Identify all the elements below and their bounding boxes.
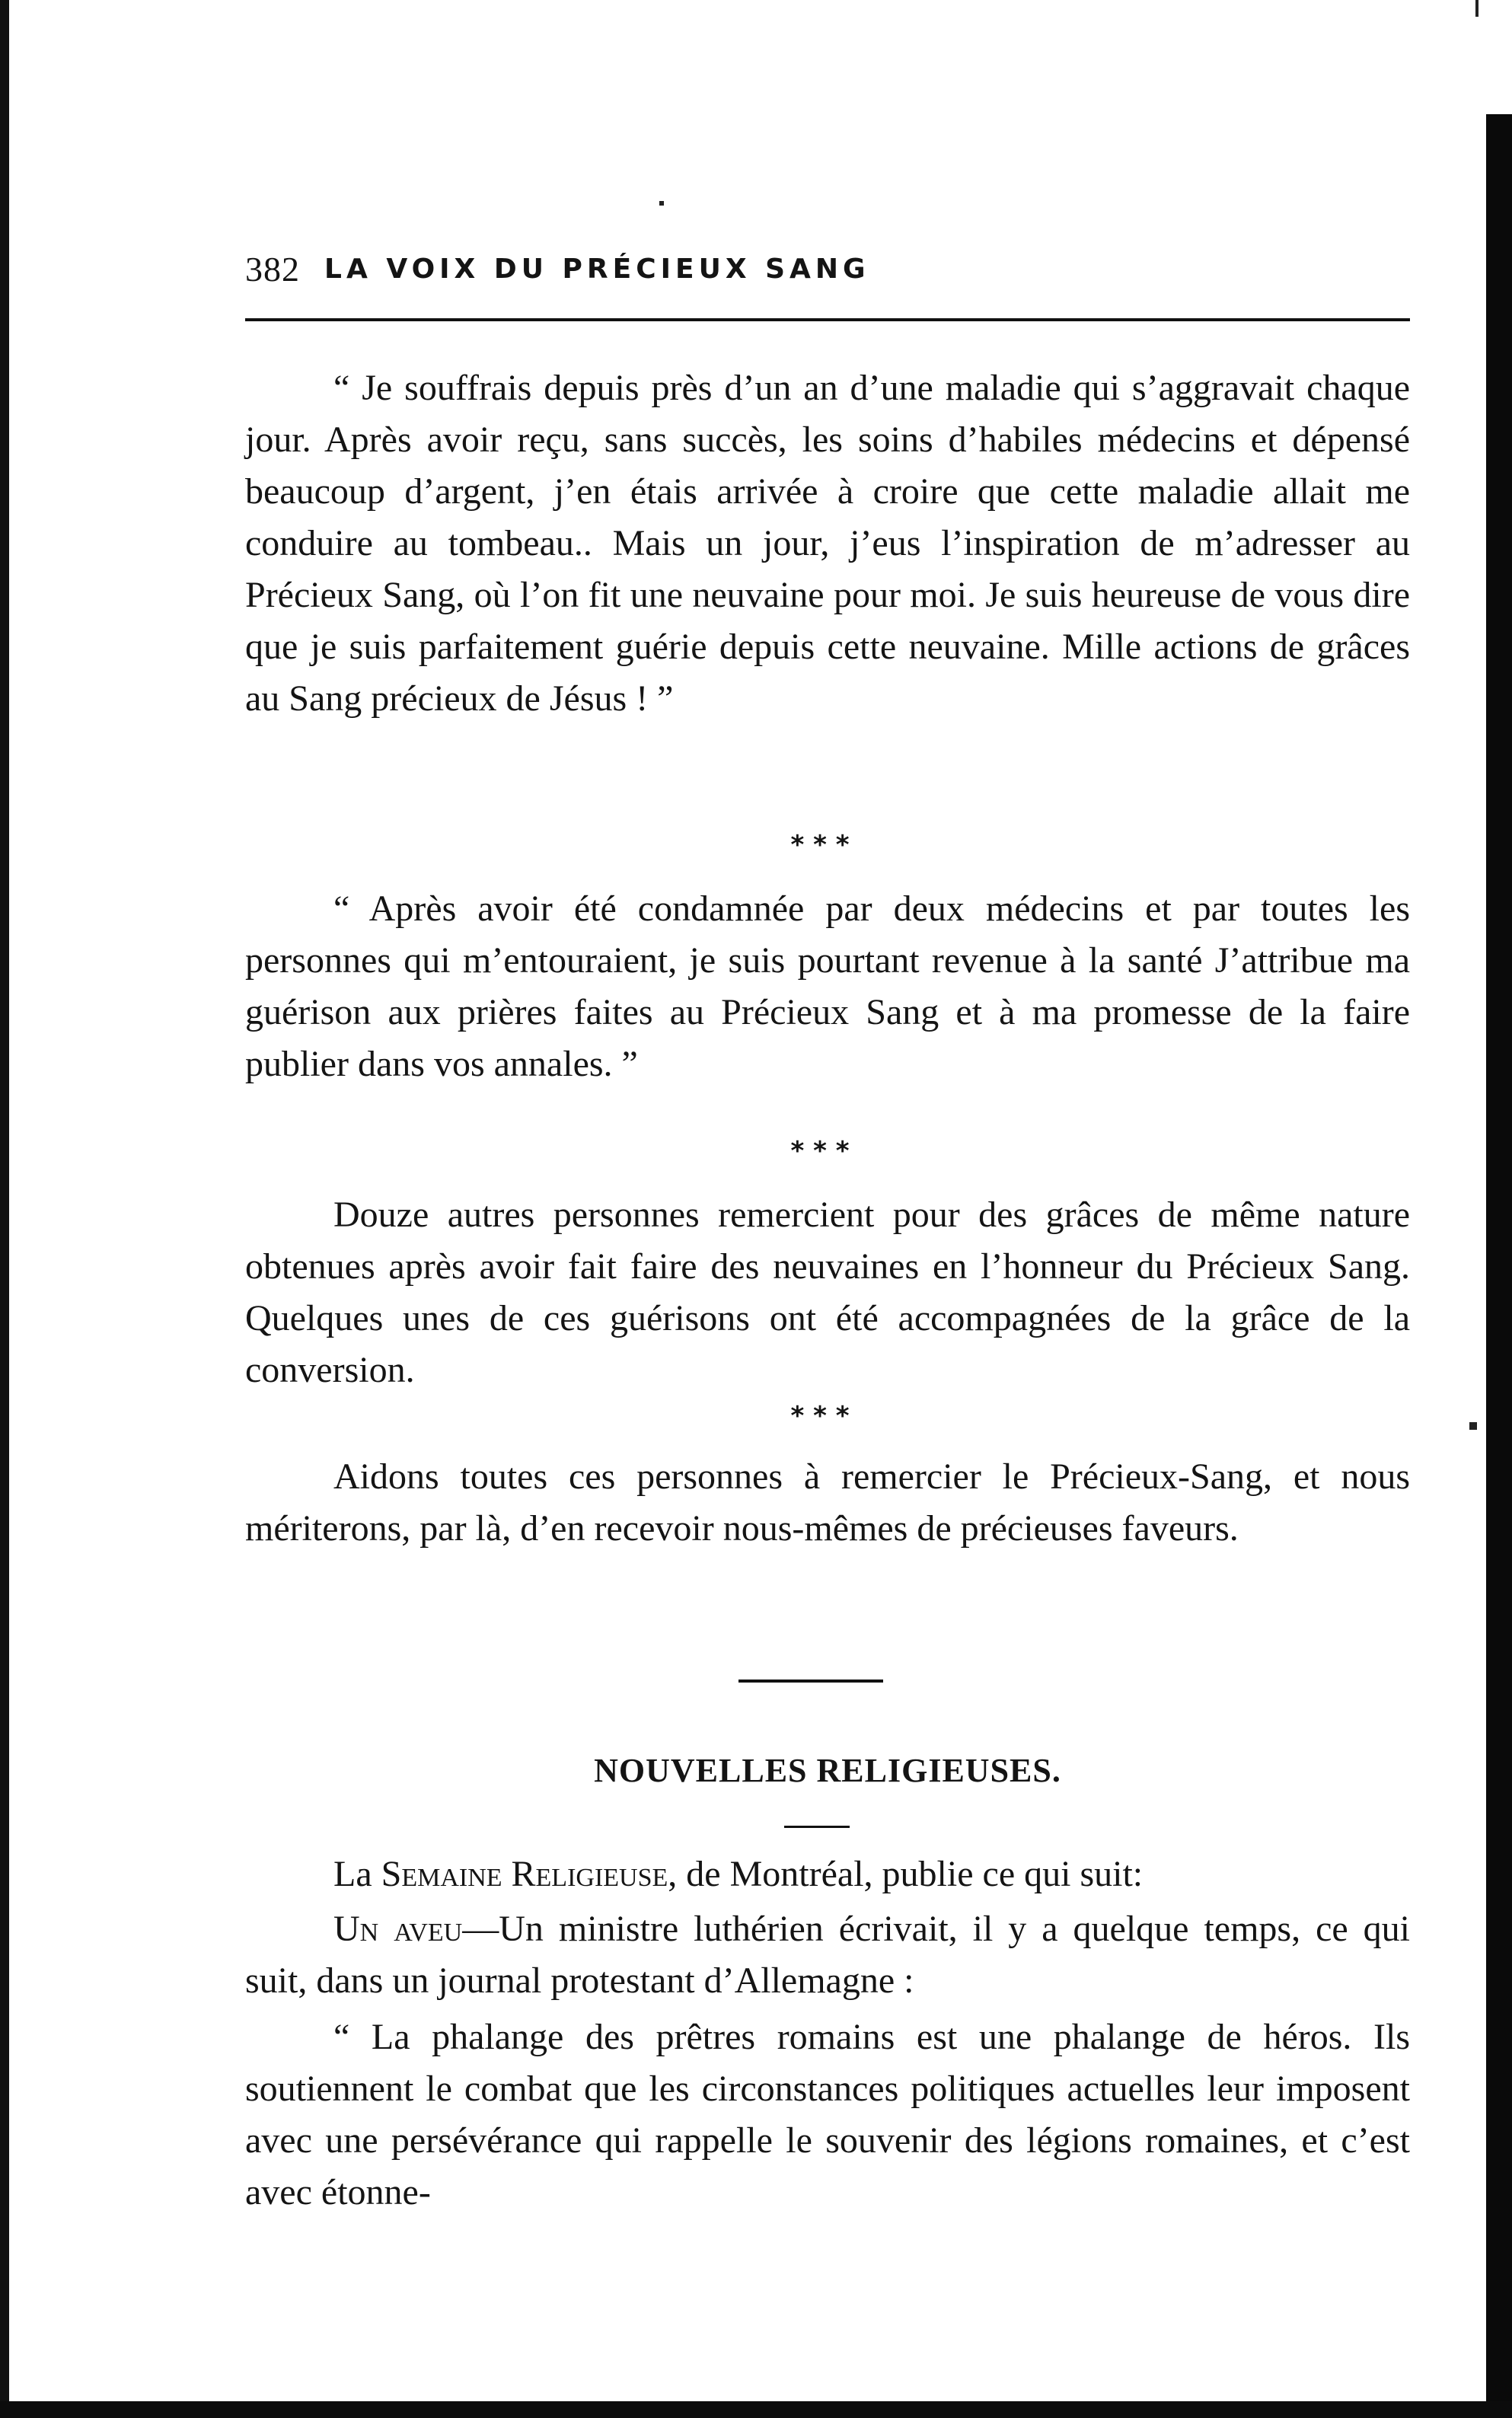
separator-glyph: * * *	[790, 1136, 850, 1166]
running-head: LA VOIX DU PRÉCIEUX SANG	[324, 253, 870, 285]
confession-lead: Un aveu	[333, 1909, 463, 1949]
scan-edge-left	[0, 0, 9, 2418]
page-number: 382	[245, 249, 300, 289]
paragraph-confession	[245, 1903, 1410, 2007]
source-lead: La	[333, 1854, 372, 1894]
source-publication: Semaine Religieuse	[381, 1854, 668, 1894]
paragraph-quote: “ La phalange des prêtres romains est une phalange de héros. Ils soutiennent le combat que les circonstances politiques actuelles leur imposent avec une persévérance qui rappelle le souvenir des légions romaines, et c’est avec étonne-	[245, 2017, 1410, 2212]
scan-speck	[1475, 0, 1479, 17]
paragraph-thanks: Douze autres personnes remercient pour des grâces de même nature obtenues après avoir fait faire des neuvaines en l’honneur du Précieux Sang. Quelques unes de ces guérisons ont été accompagnées de la grâce de la conversion.	[245, 1195, 1410, 1390]
section-divider	[738, 1680, 883, 1683]
scan-edge-bottom	[0, 2401, 1512, 2418]
page-header	[245, 242, 1418, 295]
header-rule	[245, 318, 1410, 321]
asterism-separator	[786, 1401, 854, 1431]
asterism-separator	[786, 1136, 854, 1166]
separator-glyph: * * *	[790, 830, 850, 860]
paragraph-testimony-1: “ Je souffrais depuis près d’un an d’une maladie qui s’aggravait chaque jour. Après avoir reçu, sans succès, les soins d’habiles médecins et dépensé beaucoup d’argent, j’en étais arrivée à croire que cette maladie allait me conduire au tombeau.. Mais un jour, j’eus l’inspiration de m’adresser au Précieux Sang, où l’on fit une neuvaine pour moi. Je suis heureuse de vous dire que je suis parfaitement guérie depuis cette neuvaine. Mille actions de grâces au Sang précieux de Jésus ! ”	[245, 368, 1410, 719]
confession-rest: —Un ministre luthérien écrivait, il y a quelque temps, ce qui suit, dans un journal protestant d’Allemagne :	[245, 1909, 1411, 2001]
scan-edge-right	[1486, 114, 1512, 2418]
title-underline	[784, 1826, 850, 1828]
section-title: NOUVELLES RELIGIEUSES.	[594, 1752, 1061, 1789]
asterism-separator	[786, 830, 854, 860]
paragraph-source	[245, 1849, 1410, 1900]
scan-speck	[1469, 1422, 1477, 1430]
separator-glyph: * * *	[790, 1401, 850, 1431]
scan-speck	[659, 201, 664, 206]
paragraph-exhortation: Aidons toutes ces personnes à remercier le Précieux-Sang, et nous mériterons, par là, d’en recevoir nous-mêmes de précieuses faveurs.	[245, 1456, 1410, 1549]
paragraph-testimony-2: “ Après avoir été condamnée par deux médecins et par toutes les personnes qui m’entouraient, je suis pourtant revenue à la santé J’attribue ma guérison aux prières faites au Précieux Sang et à ma promesse de la faire publier dans vos annales. ”	[245, 888, 1410, 1084]
source-rest: , de Montréal, publie ce qui suit:	[668, 1854, 1144, 1894]
